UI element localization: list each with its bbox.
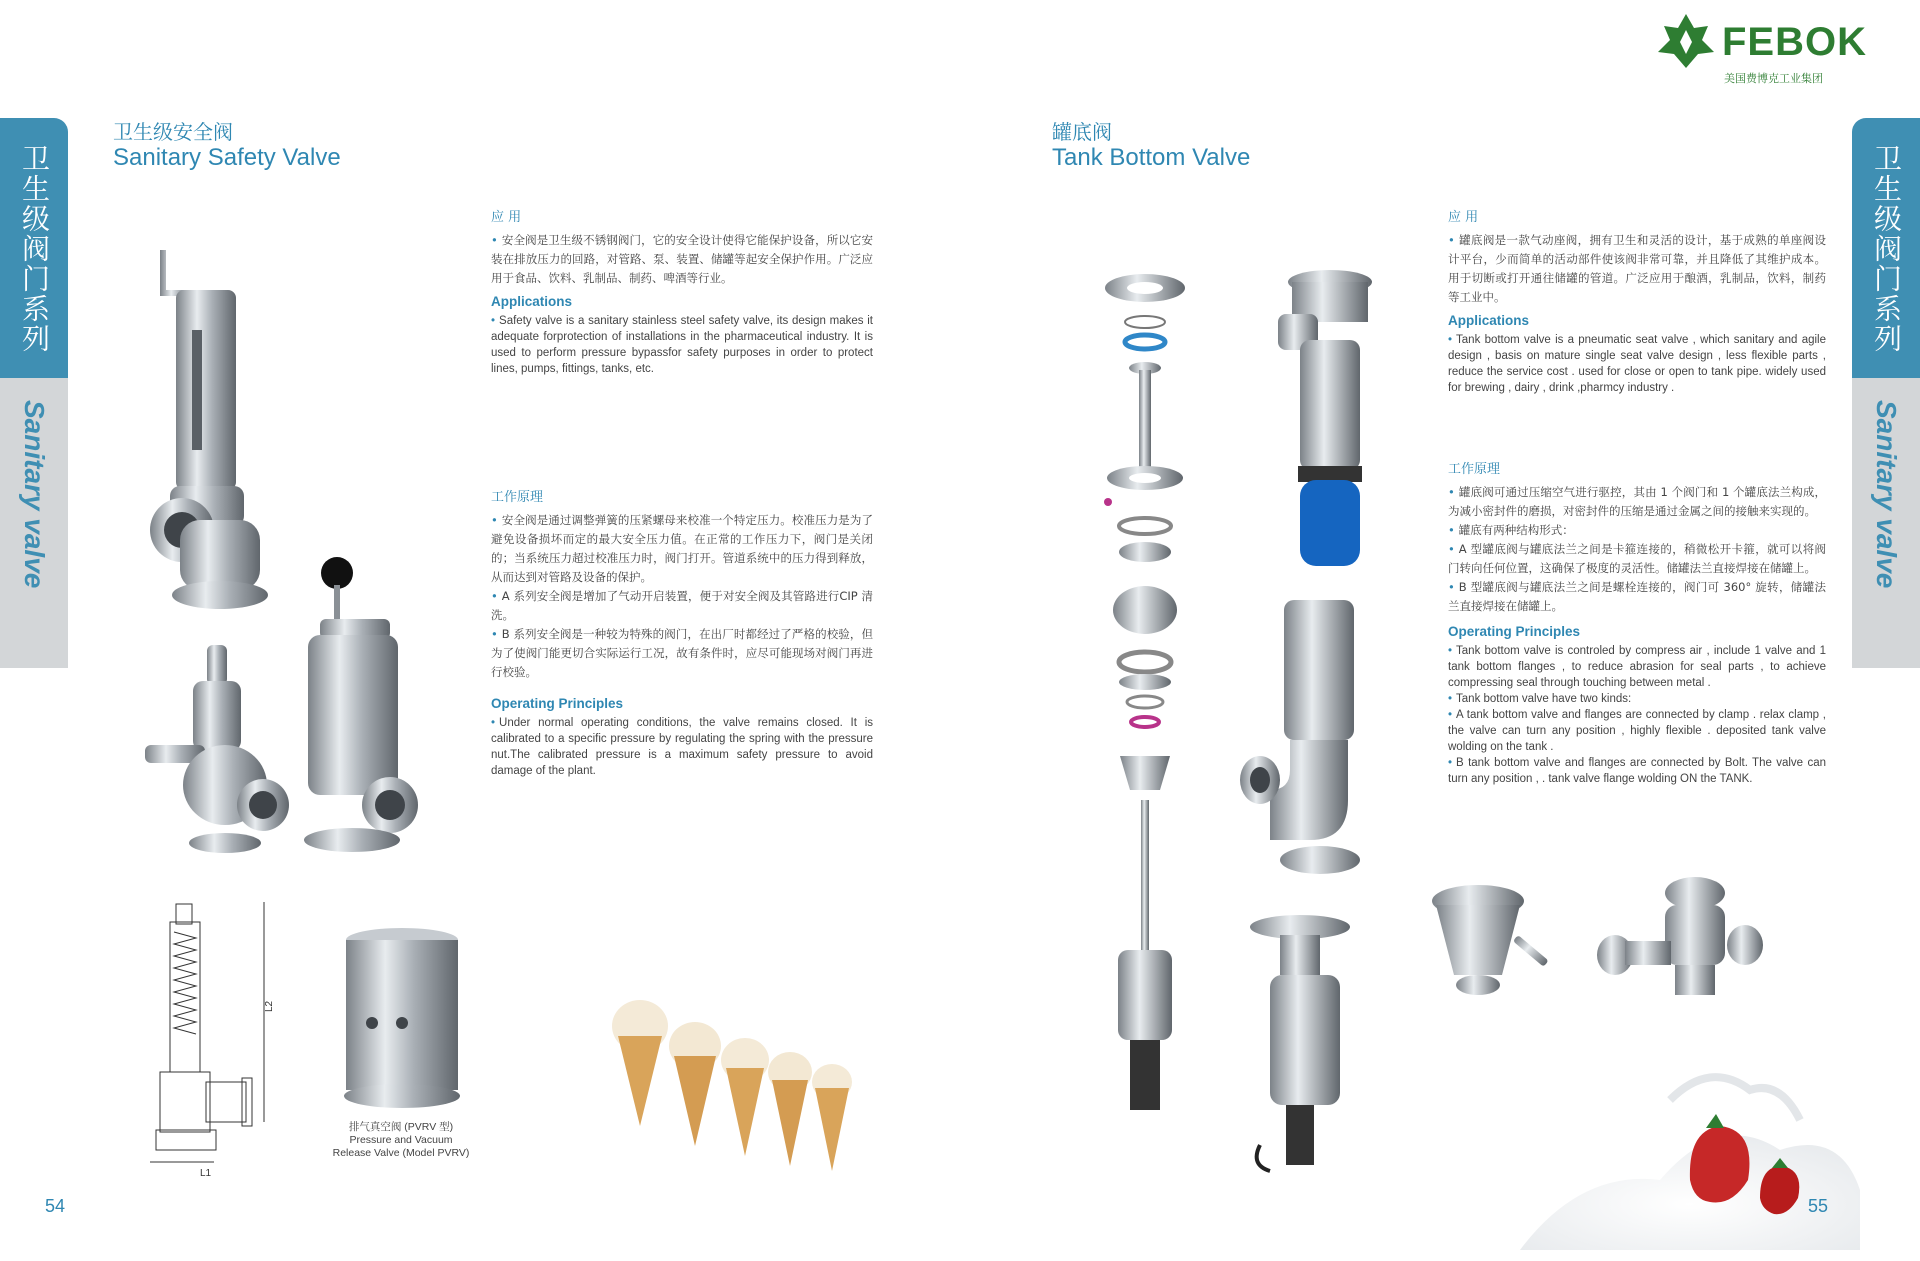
applications-cn-title: 应 用: [1448, 210, 1479, 225]
principle-en-text-2: • Tank bottom valve have two kinds:: [1448, 691, 1826, 707]
applications-block: [1448, 206, 1826, 396]
exploded-parts-image: [1100, 270, 1190, 1130]
pvrv-caption-en2: Release Valve (Model PVRV): [332, 1147, 470, 1159]
page-right: [960, 0, 1920, 1261]
pvrv-caption: [316, 1121, 486, 1160]
principle-en-title: Operating Principles: [1448, 624, 1581, 639]
principle-block: [1448, 458, 1826, 787]
principle-en-title: Operating Principles: [491, 696, 624, 711]
principle-cn-title: 工作原理: [1448, 462, 1501, 477]
principle-cn-text-3: • B 系列安全阀是一种较为特殊的阀门，在出厂时都经过了严格的校验，但为了使阀门能更切合实际运行工况，故有条件时，应尽可能现场对阀门再进行校验。: [491, 625, 873, 682]
side-tab-cn-label: 卫生级阀门系列: [1870, 144, 1903, 354]
technical-drawing: [140, 902, 280, 1182]
side-tab-gray: [0, 378, 68, 668]
principle-cn-text-2: • 罐底有两种结构形式：: [1448, 521, 1826, 540]
pvrv-caption-en1: Pressure and Vacuum: [349, 1134, 453, 1146]
pvrv-caption-cn: 排气真空阀 (PVRV 型): [348, 1121, 454, 1133]
tank-valve-blue-image: [1270, 270, 1390, 570]
principle-en-text-3: • A tank bottom valve and flanges are connected by clamp . relax clamp , the valve can turn any position , highly flexible . deposited tank valve wolding on the tank .: [1448, 707, 1826, 755]
principle-cn-text-1: • 安全阀是通过调整弹簧的压紧螺母来校准一个特定压力。校准压力是为了避免设备损坏而定的最大安全压力值。在正常的工作压力下，阀门是关闭的；当系统压力超过校准压力时，阀门打开。管道系统中的压力得到释放，从而达到对管路及设备的保护。: [491, 511, 873, 587]
principle-cn-text-3: • A 型罐底阀与罐底法兰之间是卡箍连接的，稍微松开卡箍，就可以将阀门转向任何位置，这确保了极度的灵活性。储罐法兰直接焊接在储罐上。: [1448, 540, 1826, 578]
applications-cn-title: 应 用: [491, 210, 522, 225]
drawing-label-l1: L1: [200, 1168, 212, 1179]
section-title-en: Tank Bottom Valve: [1052, 144, 1251, 171]
tank-valve-lower-image: [1240, 915, 1360, 1175]
principle-block: [491, 486, 873, 779]
principle-cn-text-4: • B 型罐底阀与罐底法兰之间是螺栓连接的，阀门可 360° 旋转，储罐法兰直接焊接在储罐上。: [1448, 578, 1826, 616]
principle-en-text-4: • B tank bottom valve and flanges are connected by Bolt. The valve can turn any position , . tank valve flange wolding ON the TANK.: [1448, 755, 1826, 787]
applications-en-title: Applications: [1448, 313, 1530, 328]
principle-en-text: • Under normal operating conditions, the valve remains closed. It is calibrated to a specific pressure by regulating the spring with the pressure nut.The calibrated pressure is a maximum safety pressure to avoid damage of the plant.: [491, 715, 873, 779]
side-tab-blue: [1852, 118, 1920, 378]
brand-subtitle: 美国费博克工业集团: [1724, 72, 1823, 85]
section-title-cn: 卫生级安全阀: [113, 120, 233, 144]
safety-valve-image: [120, 250, 280, 610]
principle-cn-text-2: • A 系列安全阀是增加了气动开启装置，便于对安全阀及其管路进行CIP 清洗。: [491, 587, 873, 625]
side-tab-cn-label: 卫生级阀门系列: [18, 144, 51, 354]
drawing-label-l2: L2: [264, 1000, 275, 1012]
brand-name: FEBOK: [1722, 20, 1867, 64]
side-tab-en-label: Sanitary valve: [1871, 400, 1902, 589]
applications-en-title: Applications: [491, 294, 573, 309]
applications-block: [491, 206, 873, 377]
page-number-left: 54: [45, 1196, 66, 1216]
side-tab-gray: [1852, 378, 1920, 668]
applications-cn-text: • 安全阀是卫生级不锈钢阀门，它的安全设计使得它能保护设备，所以它安装在排放压力的回路，对管路、泵、装置、储罐等起安全保护作用。广泛应用于食品、饮料、乳制品、制药、啤酒等行业。: [491, 231, 873, 288]
tank-valve-flange-image: [1428, 885, 1568, 1035]
febok-logo-icon: [1656, 12, 1716, 70]
safety-valve-small-image: [145, 645, 295, 855]
side-tab-left: [0, 118, 68, 668]
side-tab-blue: [0, 118, 68, 378]
side-tab-en-label: Sanitary valve: [19, 400, 50, 589]
principle-en-text-1: • Tank bottom valve is controled by compress air , include 1 valve and 1 tank bottom flanges , to reduce abrasion for seal parts , to achieve compressing seal through touching between metal .: [1448, 643, 1826, 691]
applications-en-text: • Tank bottom valve is a pneumatic seat valve , which sanitary and agile design , basis on mature single seat valve design , less flexible parts , reduce the service cost . used for close or open to tank pipe. widely used for brewing , dairy , drink ,pharmcy industry .: [1448, 332, 1826, 396]
side-tab-right: [1852, 118, 1920, 668]
safety-valve-knob-image: [290, 555, 420, 855]
tank-valve-elbow-image: [1240, 600, 1360, 880]
ice-cream-image: [600, 996, 860, 1176]
applications-en-text: • Safety valve is a sanitary stainless steel safety valve, its design makes it adequate forprotection of installations in the pharmaceutical industry. It is used to perform pressure bypassfor safety purposes in order to protect lines, pumps, fittings, tanks, etc.: [491, 313, 873, 377]
pvrv-valve-image: [342, 928, 462, 1108]
page-number-right: 55: [1808, 1196, 1829, 1216]
applications-cn-text: • 罐底阀是一款气动座阀，拥有卫生和灵活的设计，基于成熟的单座阀设计平台，少而简单的活动部件使该阀非常可靠，并且降低了其维护成本。用于切断或打开通往储罐的管道。广泛应用于酿酒，乳制品，饮料，制药等工业中。: [1448, 231, 1826, 307]
principle-cn-text-1: • 罐底阀可通过压缩空气进行驱控，其由 1 个阀门和 1 个罐底法兰构成，为减小密封件的磨损，对密封件的压缩是通过金属之间的接触来实现的。: [1448, 483, 1826, 521]
principle-cn-title: 工作原理: [491, 490, 544, 505]
section-title-en: Sanitary Safety Valve: [113, 144, 341, 171]
section-title-cn: 罐底阀: [1052, 120, 1112, 144]
tank-valve-manual-image: [1595, 875, 1765, 1015]
milk-strawberry-image: [1520, 1030, 1860, 1250]
